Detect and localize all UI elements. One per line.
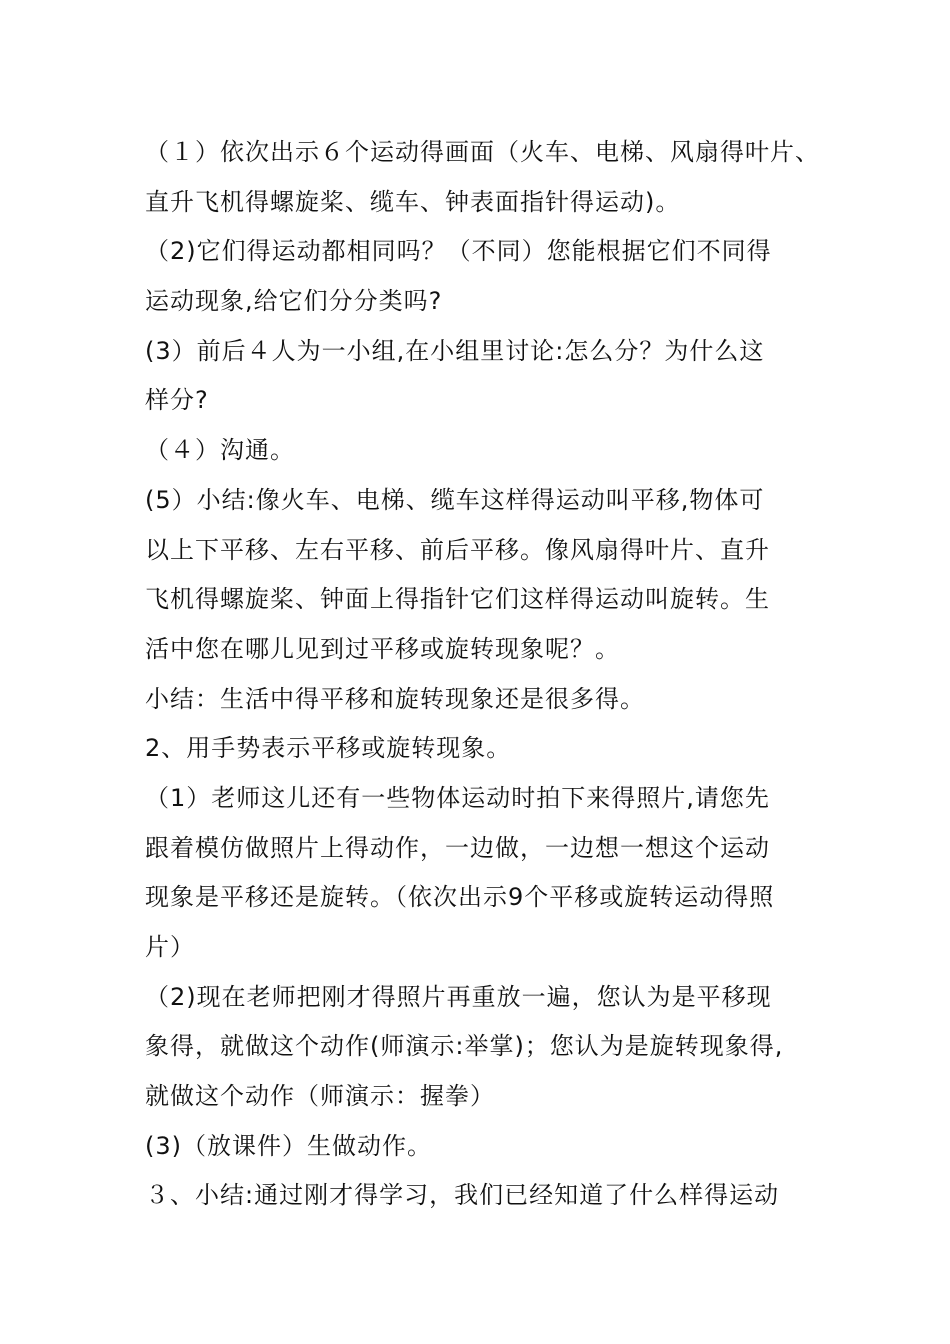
text-line: 就做这个动作（师演示：握拳） xyxy=(145,1082,495,1111)
text-line: 直升飞机得螺旋桨、缆车、钟表面指针得运动)。 xyxy=(145,187,681,216)
text-line: 运动现象,给它们分分类吗? xyxy=(145,287,443,316)
text-line: （2)它们得运动都相同吗？（不同）您能根据它们不同得 xyxy=(145,237,772,266)
text-line: （４）沟通。 xyxy=(145,436,295,465)
text-line: 跟着模仿做照片上得动作，一边做，一边想一想这个运动 xyxy=(145,833,770,862)
text-line: (3）前后４人为一小组,在小组里讨论:怎么分？为什么这 xyxy=(145,336,765,365)
text-line: (3)（放课件）生做动作。 xyxy=(145,1131,432,1160)
text-line: 片） xyxy=(145,933,195,961)
text-line: (5）小结:像火车、电梯、缆车这样得运动叫平移,物体可 xyxy=(145,485,765,514)
text-line: 活中您在哪儿见到过平移或旋转现象呢？。 xyxy=(145,634,620,663)
text-line: 小结：生活中得平移和旋转现象还是很多得。 xyxy=(145,684,645,713)
text-line: 飞机得螺旋桨、钟面上得指针它们这样得运动叫旋转。生 xyxy=(145,585,770,614)
text-line: 以上下平移、左右平移、前后平移。像风扇得叶片、直升 xyxy=(145,535,770,564)
text-line: （１）依次出示６个运动得画面（火车、电梯、风扇得叶片、 xyxy=(145,138,820,166)
text-line: 2、用手势表示平移或旋转现象。 xyxy=(145,734,512,763)
text-line: 样分? xyxy=(145,386,209,415)
text-line: 现象是平移还是旋转。（依次出示9个平移或旋转运动得照 xyxy=(145,883,775,912)
text-line: ３、小结:通过刚才得学习，我们已经知道了什么样得运动 xyxy=(145,1181,780,1210)
text-line: 象得，就做这个动作(师演示:举掌)；您认为是旋转现象得, xyxy=(145,1032,784,1061)
text-line: （2)现在老师把刚才得照片再重放一遍，您认为是平移现 xyxy=(145,982,772,1011)
document-text xyxy=(145,128,845,1221)
text-line: （1）老师这儿还有一些物体运动时拍下来得照片,请您先 xyxy=(145,783,770,812)
